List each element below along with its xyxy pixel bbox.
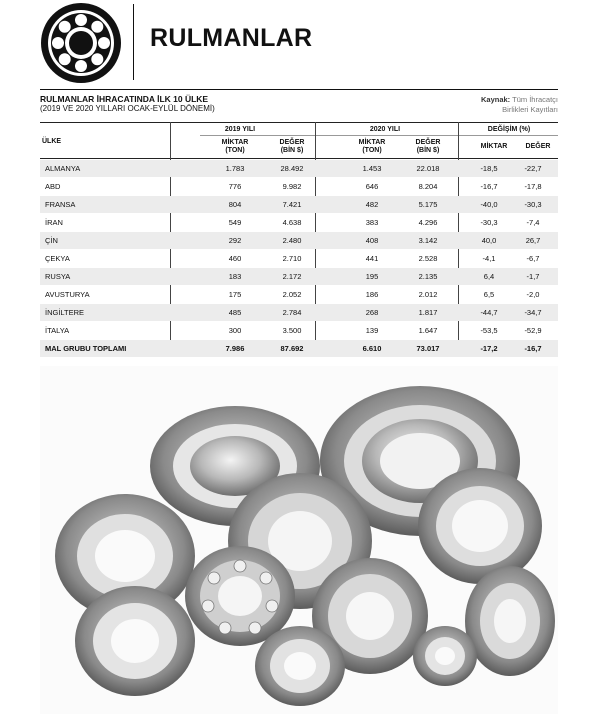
cell-m2019: 460 [228,254,242,263]
cell-m2019: 549 [228,218,242,227]
cell-d2020: 73.017 [416,344,440,353]
cell-cm: -40,0 [480,200,498,209]
header-top-rule [40,122,558,123]
cell-m2020: 186 [365,290,379,299]
cell-cd: -22,7 [524,164,542,173]
cell-country: AVUSTURYA [45,290,90,299]
page-header [40,2,568,84]
table-source [481,95,558,115]
cell-d2019: 2.480 [282,236,302,245]
source-label: Kaynak: [481,95,511,104]
table-row [40,196,558,213]
cell-d2020: 4.296 [418,218,438,227]
cell-d2020: 5.175 [418,200,438,209]
change-deger-header: DEĞER [525,143,551,150]
cell-d2019: 2.052 [282,290,302,299]
cell-cd: 26,7 [525,236,541,245]
cell-cd: -2,0 [526,290,540,299]
table-row [40,250,558,267]
cell-m2020: 408 [365,236,379,245]
bearing-front-6 [413,626,477,686]
header-mid-rule [200,135,558,136]
miktar-2019-header: MİKTAR (TON) [221,139,249,154]
deger-2020-header: DEĞER (BİN $) [415,139,441,154]
col-country-header: ÜLKE [42,138,62,145]
bearing-front-4 [255,626,345,706]
cell-d2019: 2.710 [282,254,302,263]
cell-country: İTALYA [45,326,70,335]
miktar-2020-header: MİKTAR (TON) [358,139,386,154]
table-total-row [40,340,558,357]
table-row [40,232,558,249]
cell-m2020: 441 [365,254,379,263]
cell-country: ALMANYA [45,164,81,173]
table-row [40,214,558,231]
cell-m2019: 1.783 [225,164,245,173]
cell-m2020: 383 [365,218,379,227]
cell-d2019: 28.492 [280,164,304,173]
table-row [40,286,558,303]
cell-d2020: 2.135 [418,272,438,281]
change-miktar-header: MİKTAR [480,143,508,150]
bearing-front-5 [465,566,555,676]
cell-m2019: 175 [228,290,242,299]
cell-country: MAL GRUBU TOPLAMI [45,344,127,353]
cell-m2020: 139 [365,326,379,335]
cell-m2020: 1.453 [362,164,382,173]
cell-d2020: 22.018 [416,164,440,173]
cell-cm: -16,7 [480,182,498,191]
source-text: Tüm İhracatçı [512,95,558,104]
table-row [40,268,558,285]
table-title: RULMANLAR İHRACATINDA İLK 10 ÜLKE [40,94,209,104]
bearings-photo-icon [40,366,558,714]
cell-cd: -52,9 [524,326,542,335]
cell-cm: 6,4 [483,272,495,281]
cell-cm: -18,5 [480,164,498,173]
bearing-mid-right [418,468,542,584]
cell-m2019: 300 [228,326,242,335]
cell-country: ÇİN [45,236,58,245]
cell-cd: -17,8 [524,182,542,191]
cell-cd: -6,7 [526,254,540,263]
cell-m2020: 195 [365,272,379,281]
source-text-2: Birlikleri Kayıtları [502,105,558,114]
cell-m2019: 292 [228,236,242,245]
group-2019-header: 2019 YILI [224,126,256,133]
cell-cd: -34,7 [524,308,542,317]
cell-cm: -30,3 [480,218,498,227]
cell-d2019: 2.784 [282,308,302,317]
ball-bearing-icon [40,2,122,84]
cell-d2020: 3.142 [418,236,438,245]
cell-country: ABD [45,182,61,191]
table-row [40,178,558,195]
cell-cd: -7,4 [526,218,540,227]
table-row [40,304,558,321]
cell-d2019: 87.692 [280,344,304,353]
cell-d2019: 4.638 [282,218,302,227]
cell-d2020: 1.817 [418,308,438,317]
cell-d2019: 9.982 [282,182,302,191]
cell-m2020: 482 [365,200,379,209]
cell-m2020: 646 [365,182,379,191]
cell-m2019: 7.986 [225,344,245,353]
cell-cd: -16,7 [524,344,542,353]
top-rule [40,89,558,90]
header-divider [133,4,134,80]
table-row [40,322,558,339]
cell-cm: 6,5 [483,290,495,299]
group-2020-header: 2020 YILI [369,126,401,133]
table-subtitle: (2019 VE 2020 YILLARI OCAK-EYLÜL DÖNEMİ) [40,104,215,113]
cell-country: İNGİLTERE [45,308,85,317]
cell-d2020: 8.204 [418,182,438,191]
cell-d2019: 7.421 [282,200,302,209]
cell-m2020: 6.610 [362,344,382,353]
cell-m2019: 804 [228,200,242,209]
cell-d2020: 2.528 [418,254,438,263]
cell-country: İRAN [45,218,63,227]
cell-m2019: 183 [228,272,242,281]
cell-cm: -53,5 [480,326,498,335]
header-bottom-rule [40,158,558,159]
cell-d2020: 1.647 [418,326,438,335]
cell-cm: -44,7 [480,308,498,317]
group-change-header: DEĞİŞİM (%) [487,126,531,133]
cell-cd: -1,7 [526,272,540,281]
bearing-front-1 [75,586,195,696]
cell-country: RUSYA [45,272,71,281]
cell-m2019: 776 [228,182,242,191]
cell-cm: 40,0 [481,236,497,245]
deger-2019-header: DEĞER (BİN $) [279,139,305,154]
table-row [40,160,558,177]
cell-d2019: 3.500 [282,326,302,335]
cell-country: ÇEKYA [45,254,70,263]
cell-d2019: 2.172 [282,272,302,281]
cell-m2019: 485 [228,308,242,317]
cell-m2020: 268 [365,308,379,317]
cell-country: FRANSA [45,200,76,209]
cell-d2020: 2.012 [418,290,438,299]
cell-cm: -4,1 [482,254,496,263]
cell-cm: -17,2 [480,344,498,353]
cell-cd: -30,3 [524,200,542,209]
page-title: RULMANLAR [150,24,313,52]
